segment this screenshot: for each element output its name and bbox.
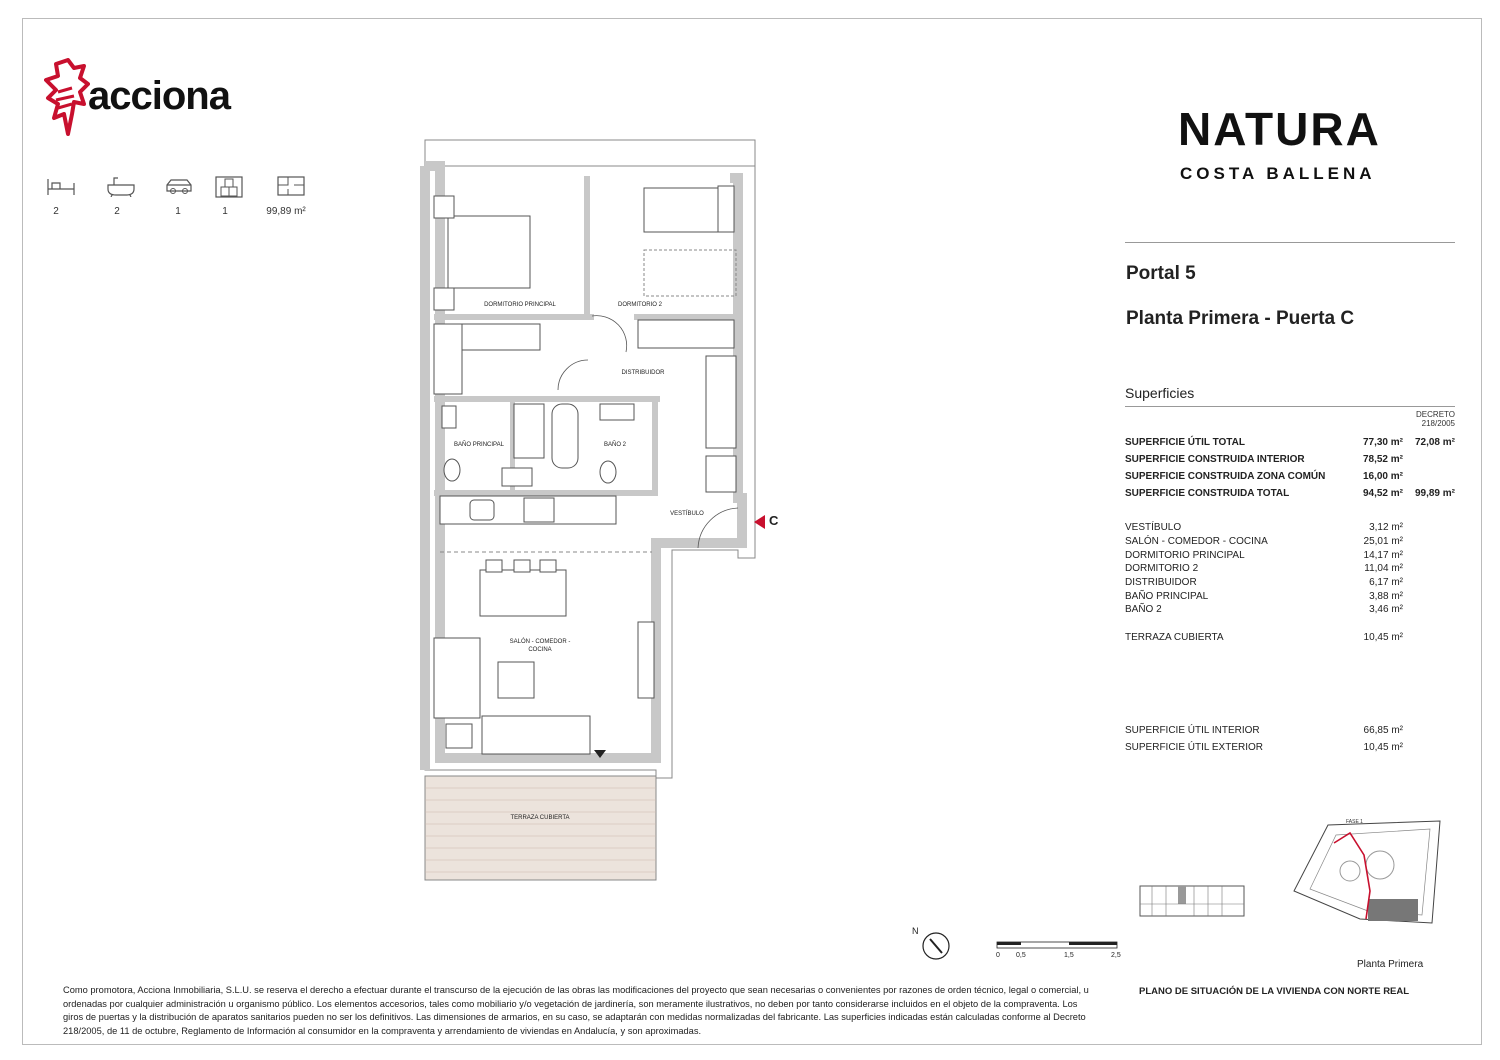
legal-disclaimer: Como promotora, Acciona Inmobiliaria, S.L.U. se reserva el derecho a efectuar durante el transcurso de la ejecución de las obras las modificaciones del proyecto que sean necesarias o convenientes por razones de orden técnico, legal o comercial, u ordenadas por cualquier administración u organismo público. Los elementos accesorios, tales como mobiliario y/o vegetación de jardinería, son meramente ilustrativos, no deben por tanto considerarse incluidos en el objeto de la compraventa. Los giros de puertas y la distribución de aparatos sanitarios pueden no ser los definitivos. Las dimensiones de armarios, en su caso, se adaptarán con medidas normalizadas del fabricante. Las superficies indicadas están calculadas conforme al Decreto 218/2005, de 11 de octubre, Reglamento de Información al consumidor en la compraventa y arrendamiento de viviendas en Andalucía, y son aproximadas.: [63, 985, 1089, 1036]
north-label: N: [912, 926, 919, 936]
scale-label: 2,5: [1111, 952, 1121, 959]
surfaces-divider: [1125, 406, 1455, 407]
building-elevation-thumb: [1138, 880, 1248, 920]
surfaces-title: Superficies: [1125, 385, 1195, 401]
bed-icon: [46, 175, 76, 197]
bathrooms-count: 2: [114, 206, 120, 217]
decreto-header: DECRETO 218/2005: [1416, 410, 1455, 428]
north-arrow-icon: [910, 924, 954, 962]
room-label-bano-2: BAÑO 2: [603, 442, 626, 448]
scale-label: 1,5: [1064, 952, 1074, 959]
room-label-dormitorio-principal: DORMITORIO PRINCIPAL: [484, 302, 556, 308]
floorplan-icon: [276, 175, 306, 197]
floor-plan: [420, 138, 760, 886]
portal-label: Portal 5: [1126, 263, 1196, 284]
project-title: NATURA: [1178, 103, 1381, 155]
entrance-arrow-icon: [752, 514, 766, 530]
room-label-vestibulo: VESTÍBULO: [670, 511, 704, 517]
room-label-dormitorio-2: DORMITORIO 2: [618, 302, 662, 308]
room-label-salon-2: COCINA: [528, 647, 552, 653]
storage-icon: [214, 175, 244, 199]
room-label-terraza: TERRAZA CUBIERTA: [510, 815, 570, 821]
scale-bar: [996, 940, 1120, 952]
project-subtitle: COSTA BALLENA: [1180, 164, 1376, 183]
floor-door-label: Planta Primera - Puerta C: [1126, 308, 1355, 329]
company-logo-text: acciona: [88, 74, 230, 118]
bedrooms-count: 2: [53, 206, 59, 217]
scale-label: 0,5: [1016, 952, 1026, 959]
divider: [1125, 242, 1455, 243]
room-label-bano-principal: BAÑO PRINCIPAL: [454, 442, 504, 448]
storage-count: 1: [222, 206, 228, 217]
car-icon: [164, 175, 194, 197]
site-fase-label: FASE 1: [1346, 819, 1363, 825]
parking-count: 1: [175, 206, 181, 217]
total-area-value: 99,89 m²: [266, 206, 306, 217]
room-label-distribuidor: DISTRIBUIDOR: [621, 370, 665, 376]
site-plan-title: PLANO DE SITUACIÓN DE LA VIVIENDA CON NORTE REAL: [1139, 986, 1410, 997]
site-plan-map: [1290, 815, 1445, 925]
site-floor-label: Planta Primera: [1357, 959, 1424, 970]
door-letter: C: [769, 513, 779, 528]
scale-label: 0: [996, 952, 1000, 959]
bathtub-icon: [106, 175, 136, 197]
room-label-salon: SALÓN - COMEDOR -: [509, 639, 571, 645]
acciona-logo-icon: [44, 58, 90, 138]
